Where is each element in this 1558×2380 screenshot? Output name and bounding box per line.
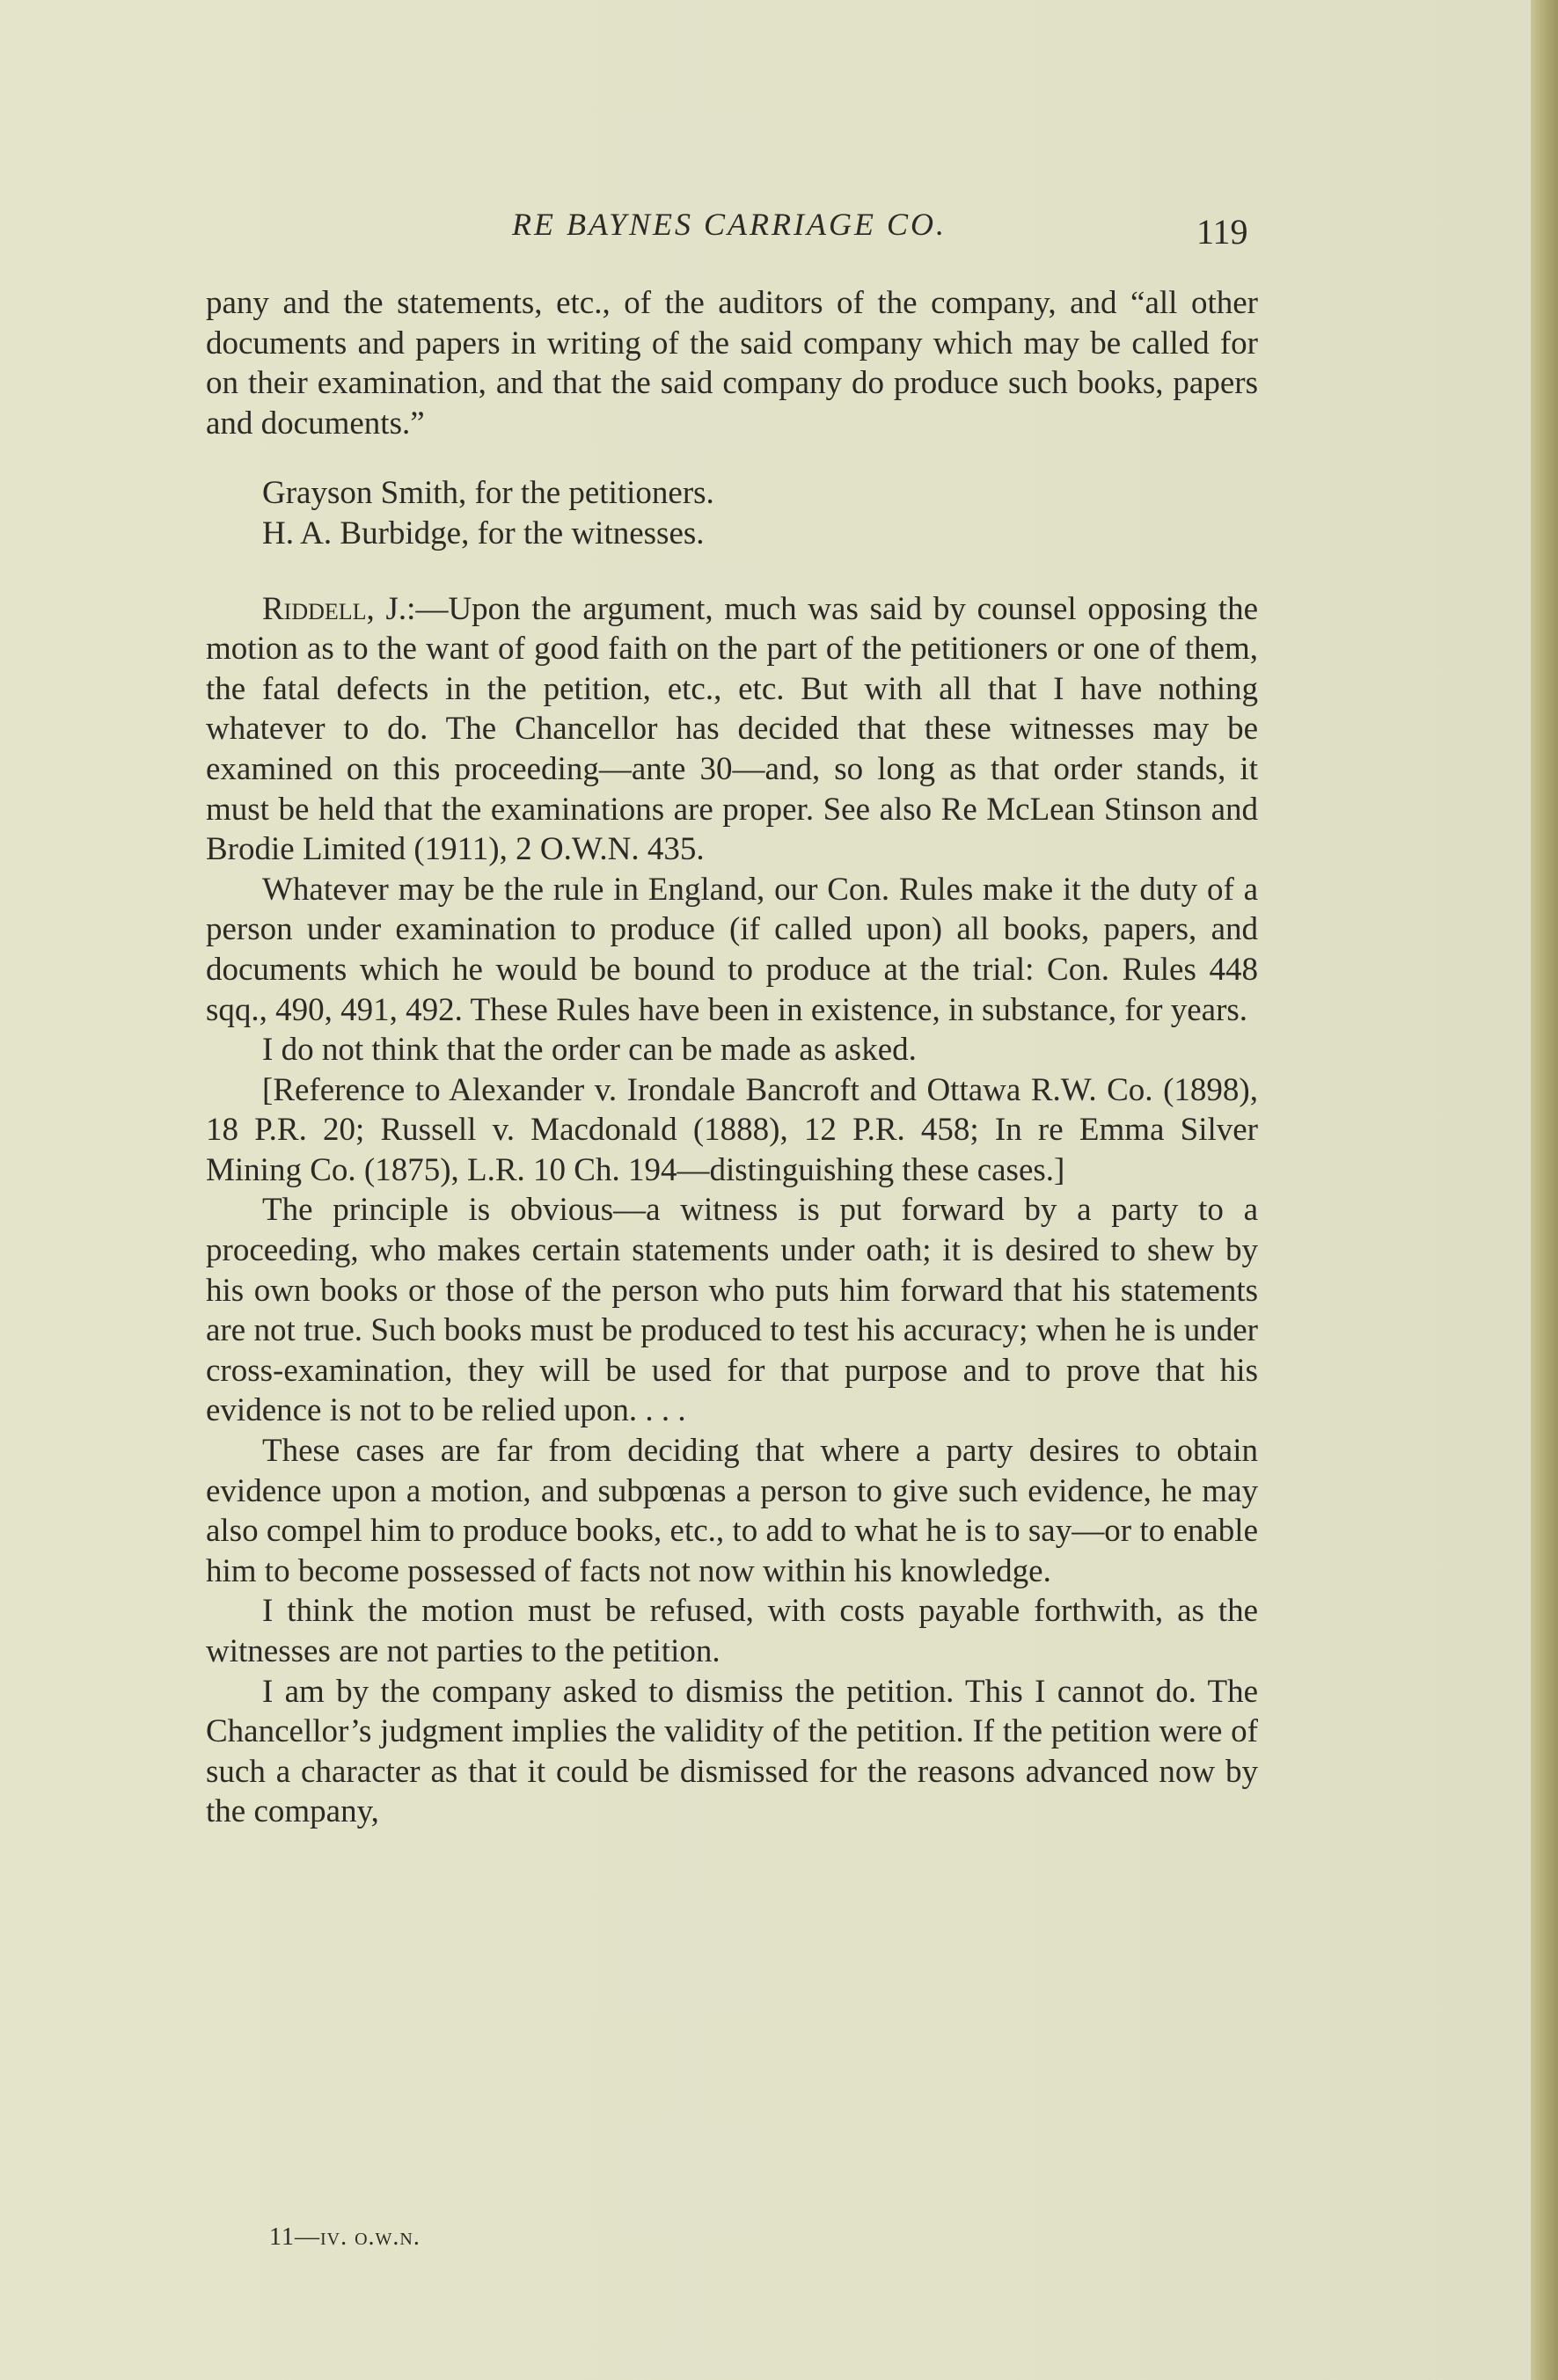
page-edge [1531, 0, 1558, 2380]
paragraph: [Reference to Alexander v. Irondale Bancroft and Ottawa R.W. Co. (1898), 18 P.R. 20; Russell v. Macdonald (1888), 12 P.R. 458; In re Emma Silver Mining Co. (1875), L.R. 10 Ch. 194—distinguishing these cases.] [206, 1071, 1258, 1188]
signature-mark [269, 2223, 421, 2252]
paragraph: I am by the company asked to dismiss the petition. This I cannot do. The Chancellor’s judgment implies the validity of the petition. If the petition were of such a character as that it could be dismissed for the reasons advanced now by the company, [206, 1673, 1258, 1830]
counsel-line: Grayson Smith, for the petitioners. [262, 475, 714, 512]
running-title: RE BAYNES CARRIAGE CO. [512, 207, 947, 242]
paragraph: These cases are far from deciding that where a party desires to obtain evidence upon a motion, and subpœnas a person to give such evidence, he may also compel him to produce books, etc., to add to what he is to say—or to enable him to become possessed of facts not now within his knowledge. [206, 1433, 1258, 1589]
judgment-opening-text: :—Upon the argument, much was said by counsel opposing the motion as to the want of good faith on the part of the petitioners or one of them, the fatal defects in the petition, etc., etc. But with all that I have nothing whatever to do. The Chancellor has decided that these witnesses may be examined on this proceeding—ante 30—and, so long as that order stands, it must be held that the examinations are proper. See also Re McLean Stinson and Brodie Limited (1911), 2 O.W.N. 435. [206, 590, 1258, 868]
counsel-list [206, 473, 1258, 553]
continued-paragraph: pany and the statements, etc., of the auditors of the company, and “all other documents and papers in writing of the said company which may be called for on their examination, and that the said company do produce such books, papers and documents.” [206, 285, 1258, 442]
running-header [0, 201, 1531, 253]
judge-name: Riddell, J. [262, 590, 407, 627]
paragraph: I do not think that the order can be made as asked. [262, 1032, 917, 1069]
paragraph: I think the motion must be refused, with costs payable forthwith, as the witnesses are not parties to the petition. [206, 1593, 1258, 1669]
page-body [206, 283, 1258, 1832]
signature-number: 11— [269, 2223, 320, 2251]
counsel-line: H. A. Burbidge, for the witnesses. [262, 515, 705, 551]
judgment-opening-paragraph [206, 589, 1258, 870]
volume-reference: iv. o.w.n. [319, 2223, 421, 2251]
page-number: 119 [1196, 212, 1248, 252]
paragraph: Whatever may be the rule in England, our Con. Rules make it the duty of a person under examination to produce (if called upon) all books, papers, and documents which he would be bound to produce at the trial: Con. Rules 448 sqq., 490, 491, 492. These Rules have been in existence, in substance, for years. [206, 871, 1258, 1028]
paragraph: The principle is obvious—a witness is put forward by a party to a proceeding, who makes certain statements under oath; it is desired to shew by his own books or those of the person who puts him forward that his statements are not true. Such books must be produced to test his accuracy; when he is under cross-examination, they will be used for that purpose and to prove that his evidence is not to be relied upon. . . . [206, 1192, 1258, 1429]
